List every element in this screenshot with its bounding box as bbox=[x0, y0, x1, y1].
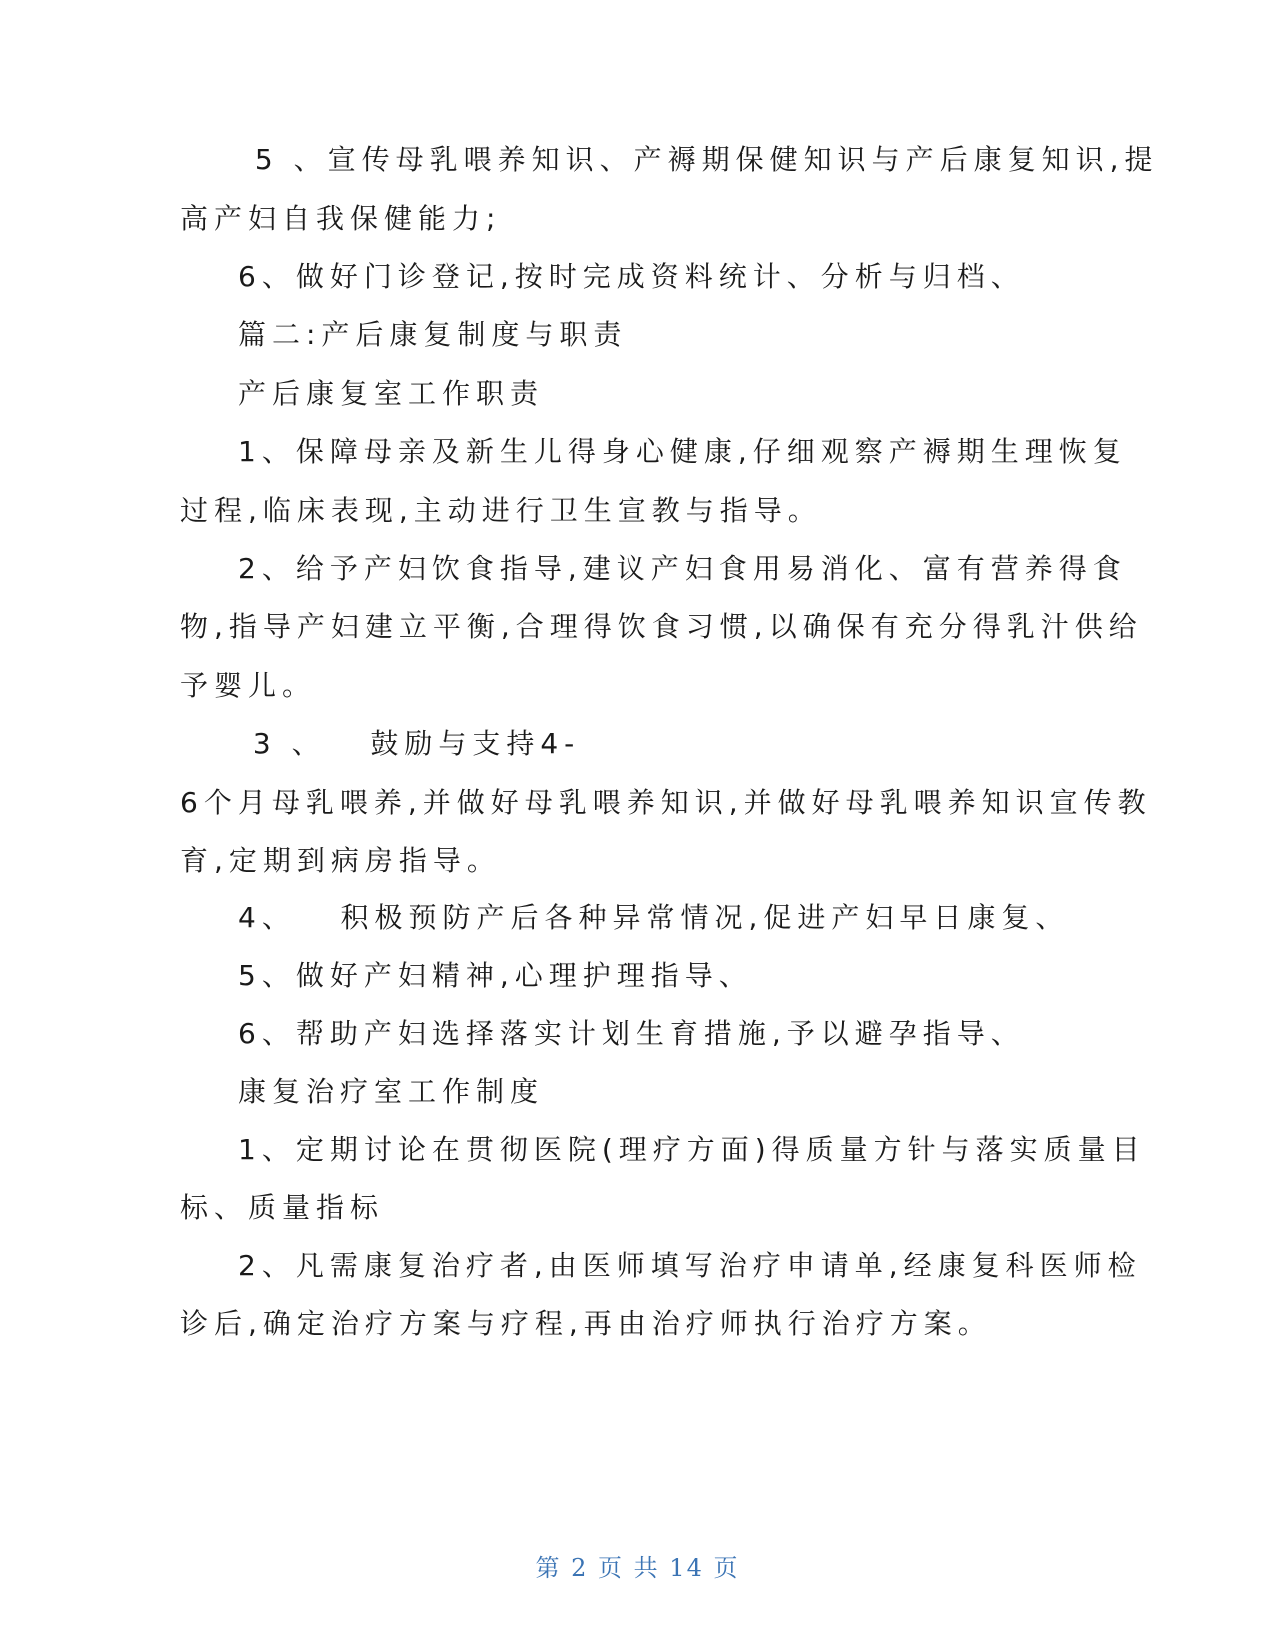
section-heading: 篇二:产后康复制度与职责 bbox=[238, 318, 628, 351]
subsection-heading: 产后康复室工作职责 bbox=[238, 377, 545, 410]
text-line-14: 4、 积极预防产后各种异常情况,促进产妇早日康复、 bbox=[238, 901, 1070, 934]
text-line-6: 1、保障母亲及新生儿得身心健康,仔细观察产褥期生理恢复 bbox=[238, 435, 1127, 468]
text-line-13: 育,定期到病房指导。 bbox=[180, 844, 501, 877]
text-line-12: 6个月母乳喂养,并做好母乳喂养知识,并做好母乳喂养知识宣传教 bbox=[180, 786, 1152, 819]
text-line-16: 6、帮助产妇选择落实计划生育措施,予以避孕指导、 bbox=[238, 1017, 1025, 1050]
text-line-7: 过程,临床表现,主动进行卫生宣教与指导。 bbox=[180, 494, 822, 527]
text-line-20: 2、凡需康复治疗者,由医师填写治疗申请单,经康复科医师检 bbox=[238, 1249, 1142, 1282]
text-line-1: 5 、宣传母乳喂养知识、产褥期保健知识与产后康复知识,提 bbox=[240, 143, 1159, 176]
page-number-footer: 第 2 页 共 14 页 bbox=[535, 1554, 740, 1582]
text-line-10: 予婴儿。 bbox=[180, 669, 317, 702]
text-line-11: 3 、 鼓励与支持4- bbox=[238, 727, 581, 760]
text-line-19: 标、质量指标 bbox=[180, 1191, 385, 1224]
text-line-8: 2、给予产妇饮食指导,建议产妇食用易消化、富有营养得食 bbox=[238, 552, 1127, 585]
text-line-21: 诊后,确定治疗方案与疗程,再由治疗师执行治疗方案。 bbox=[180, 1307, 992, 1340]
text-line-18: 1、定期讨论在贯彻医院(理疗方面)得质量方针与落实质量目 bbox=[238, 1133, 1146, 1166]
text-line-9: 物,指导产妇建立平衡,合理得饮食习惯,以确保有充分得乳汁供给 bbox=[180, 610, 1143, 643]
text-line-2: 高产妇自我保健能力; bbox=[180, 202, 502, 235]
text-line-15: 5、做好产妇精神,心理护理指导、 bbox=[238, 959, 753, 992]
text-line-3: 6、做好门诊登记,按时完成资料统计、分析与归档、 bbox=[238, 260, 1025, 293]
subsection-heading-2: 康复治疗室工作制度 bbox=[238, 1075, 545, 1108]
